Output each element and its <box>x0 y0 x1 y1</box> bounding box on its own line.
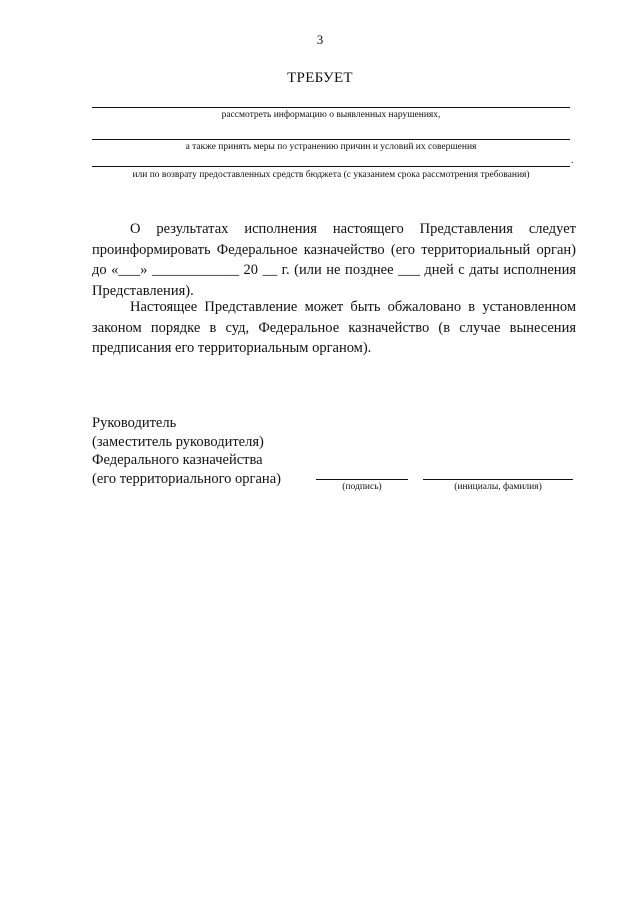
name-line <box>423 479 573 480</box>
fill-line-1 <box>92 107 570 108</box>
signature-line <box>316 479 408 480</box>
page-number: 3 <box>316 32 324 47</box>
document-heading: ТРЕБУЕТ <box>287 70 353 86</box>
paragraph-appeal: Настоящее Представление может быть обжаловано в установленном законом порядке в суд, Федеральное казначейство (в случае вынесения предписания его территориальным органом). <box>92 299 576 356</box>
field-caption-1: рассмотреть информацию о выявленных нарушениях, <box>221 110 441 120</box>
fill-line-2 <box>92 139 570 140</box>
signature-caption: (подпись) <box>342 482 382 492</box>
field-caption-3: или по возврату предоставленных средств бюджета (с указанием срока рассмотрения требования) <box>132 170 530 180</box>
signatory-line-2: (заместитель руководителя) <box>92 433 264 450</box>
signatory-line-3: Федерального казначейства <box>92 452 263 468</box>
signatory-line-4: (его территориального органа) <box>92 470 281 487</box>
trailing-dot: . <box>571 155 574 166</box>
paragraph-report-deadline: О результатах исполнения настоящего Представления следует проинформировать Федеральное казначейство (его территориальный орган) до «___» ____________ 20 __ г. (или не позднее ___ дней с даты исполнения Представления). <box>92 221 576 299</box>
fill-line-3 <box>92 166 570 167</box>
name-caption: (инициалы, фамилия) <box>454 482 542 492</box>
signatory-block <box>92 414 281 488</box>
signatory-line-1: Руководитель <box>92 415 177 431</box>
field-caption-2: а также принять меры по устранению причин и условий их совершения <box>185 142 477 152</box>
